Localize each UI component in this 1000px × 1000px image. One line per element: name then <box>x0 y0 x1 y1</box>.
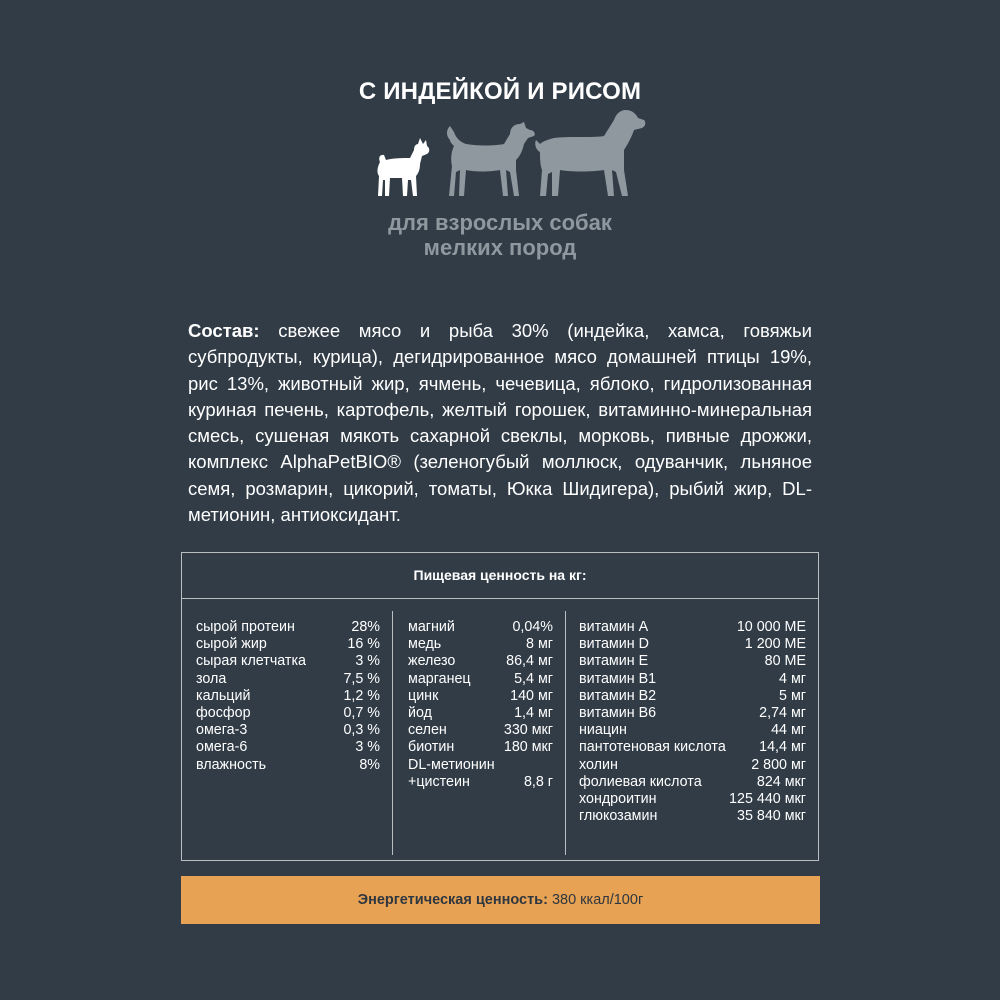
nutrient-value: 8,8 г <box>523 773 553 790</box>
nutrient-name: биотин <box>408 739 455 756</box>
nutrition-table <box>181 552 819 861</box>
nutrient-value: 28% <box>351 619 380 635</box>
nutrient-name: ниацин <box>579 722 627 739</box>
nutrient-value: 180 мкг <box>503 739 553 756</box>
nutrient-row <box>408 757 553 774</box>
nutrient-name: витамин A <box>579 619 649 635</box>
nutrient-row <box>196 757 380 774</box>
nutrient-row <box>579 774 806 791</box>
nutrient-name: +цистеин <box>408 773 470 790</box>
dog-sizes-illustration <box>370 100 650 210</box>
nutrient-value: 0,7 % <box>343 705 380 722</box>
nutrient-name: селен <box>408 722 447 739</box>
energy-value-bar <box>181 876 820 924</box>
nutrient-name: глюкозамин <box>579 808 658 825</box>
large-dog-icon <box>535 110 645 196</box>
nutrient-row <box>196 705 380 722</box>
nutrient-name: витамин B6 <box>579 705 657 722</box>
product-title: С ИНДЕЙКОЙ И РИСОМ <box>358 78 642 105</box>
nutrition-column-1 <box>196 619 380 774</box>
nutrition-column-3 <box>579 619 806 825</box>
nutrient-name: цинк <box>408 687 439 704</box>
nutrient-value: 3 % <box>355 653 380 670</box>
nutrient-name: фосфор <box>196 705 251 722</box>
nutrient-name: сырая клетчатка <box>196 653 306 670</box>
nutrient-row <box>579 636 806 653</box>
nutrient-row <box>196 636 380 653</box>
nutrient-row <box>196 653 380 670</box>
energy-value: 380 ккал/100г <box>547 892 644 908</box>
nutrient-value: 16 % <box>347 636 380 653</box>
nutrient-name: холин <box>579 756 618 773</box>
nutrient-row <box>579 688 806 705</box>
nutrient-row <box>579 671 806 688</box>
nutrient-value: 1 200 МЕ <box>744 636 806 653</box>
nutrient-name: омега-3 <box>196 722 248 739</box>
nutrient-row <box>579 705 806 722</box>
nutrient-value: 140 мг <box>510 687 553 704</box>
nutrient-value: 80 МЕ <box>764 653 806 670</box>
subtitle-line-1: для взрослых собак <box>388 210 612 235</box>
nutrient-row <box>579 757 806 774</box>
nutrient-row <box>579 653 806 670</box>
nutrient-row <box>579 808 806 825</box>
nutrient-name: марганец <box>408 670 471 687</box>
nutrient-value: 1,4 мг <box>514 705 553 722</box>
nutrient-row <box>196 619 380 636</box>
medium-dog-icon <box>447 122 535 196</box>
nutrient-row <box>196 671 380 688</box>
column-divider <box>392 611 393 855</box>
composition-label: Состав: <box>188 320 260 341</box>
nutrient-row <box>196 739 380 756</box>
nutrient-value: 0,04% <box>512 619 553 635</box>
nutrient-value: 4 мг <box>779 670 806 687</box>
nutrient-value: 10 000 МЕ <box>736 619 806 635</box>
nutrient-name: витамин E <box>579 653 649 670</box>
nutrient-row <box>408 739 553 756</box>
nutrient-name: витамин D <box>579 636 649 653</box>
nutrient-name: йод <box>408 705 432 722</box>
nutrient-name: железо <box>408 653 456 670</box>
nutrient-value: 44 мг <box>771 722 806 739</box>
nutrient-name: витамин B1 <box>579 670 657 687</box>
nutrient-value: 8% <box>359 756 380 773</box>
nutrient-value: 125 440 мкг <box>729 791 806 808</box>
nutrient-value: 7,5 % <box>343 670 380 687</box>
nutrition-column-2 <box>408 619 553 791</box>
nutrient-name: влажность <box>196 756 267 773</box>
nutrient-row <box>579 722 806 739</box>
nutrient-row <box>408 774 553 791</box>
column-divider <box>565 611 566 855</box>
nutrient-name: сырой протеин <box>196 619 295 635</box>
subtitle-line-2: мелких пород <box>423 235 577 260</box>
composition-body: свежее мясо и рыба 30% (индейка, хамса, говяжьи субпродукты, курица), дегидрированное мясо домашней птицы 19%, рис 13%, животный жир, ячмень, чечевица, яблоко, гидролизованная куриная печень, картофель, желтый горошек, витаминно-минеральная смесь, сушеная мякоть сахарной свеклы, морковь, пивные дрожжи, комплекс AlphaPetBIO® (зеленогубый моллюск, одуванчик, льняное семя, розмарин, цикорий, томаты, Юкка Шидигера), рыбий жир, DL-метионин, антиоксидант. <box>188 320 812 526</box>
nutrient-name: хондроитин <box>579 791 657 808</box>
nutrient-row <box>408 636 553 653</box>
nutrient-name: сырой жир <box>196 636 267 653</box>
nutrient-name: фолиевая кислота <box>579 773 702 790</box>
nutrition-table-header: Пищевая ценность на кг: <box>182 553 818 599</box>
nutrient-value: 330 мкг <box>503 722 553 739</box>
nutrient-row <box>579 791 806 808</box>
nutrient-name: витамин B2 <box>579 687 657 704</box>
nutrient-value: 824 мкг <box>756 773 806 790</box>
nutrient-name: DL-метионин <box>408 756 495 773</box>
small-dog-icon <box>377 138 429 196</box>
nutrient-value: 8 мг <box>526 636 553 653</box>
nutrient-name: зола <box>196 670 227 687</box>
nutrient-name: кальций <box>196 687 251 704</box>
energy-label: Энергетическая ценность: <box>357 892 548 908</box>
nutrient-row <box>408 653 553 670</box>
nutrient-row <box>408 619 553 636</box>
nutrient-value: 0,3 % <box>343 722 380 739</box>
nutrient-name: пантотеновая кислота <box>579 739 726 756</box>
nutrient-value: 5 мг <box>779 687 806 704</box>
nutrient-row <box>579 619 806 636</box>
nutrient-row <box>579 739 806 756</box>
nutrient-value: 2,74 мг <box>759 705 806 722</box>
nutrient-value: 2 800 мг <box>751 756 806 773</box>
nutrient-value: 35 840 мкг <box>737 808 806 825</box>
nutrient-value: 5,4 мг <box>514 670 553 687</box>
nutrient-value: 1,2 % <box>343 687 380 704</box>
nutrient-name: магний <box>408 619 455 635</box>
nutrient-row <box>196 688 380 705</box>
nutrient-value: 86,4 мг <box>506 653 553 670</box>
nutrient-value: 14,4 мг <box>759 739 806 756</box>
nutrient-row <box>408 688 553 705</box>
nutrient-row <box>408 705 553 722</box>
nutrient-row <box>408 722 553 739</box>
nutrient-row <box>196 722 380 739</box>
nutrient-value: 3 % <box>355 739 380 756</box>
nutrient-row <box>408 671 553 688</box>
nutrient-name: омега-6 <box>196 739 248 756</box>
composition-text <box>188 318 812 528</box>
nutrient-name: медь <box>408 636 442 653</box>
target-audience <box>0 210 1000 260</box>
